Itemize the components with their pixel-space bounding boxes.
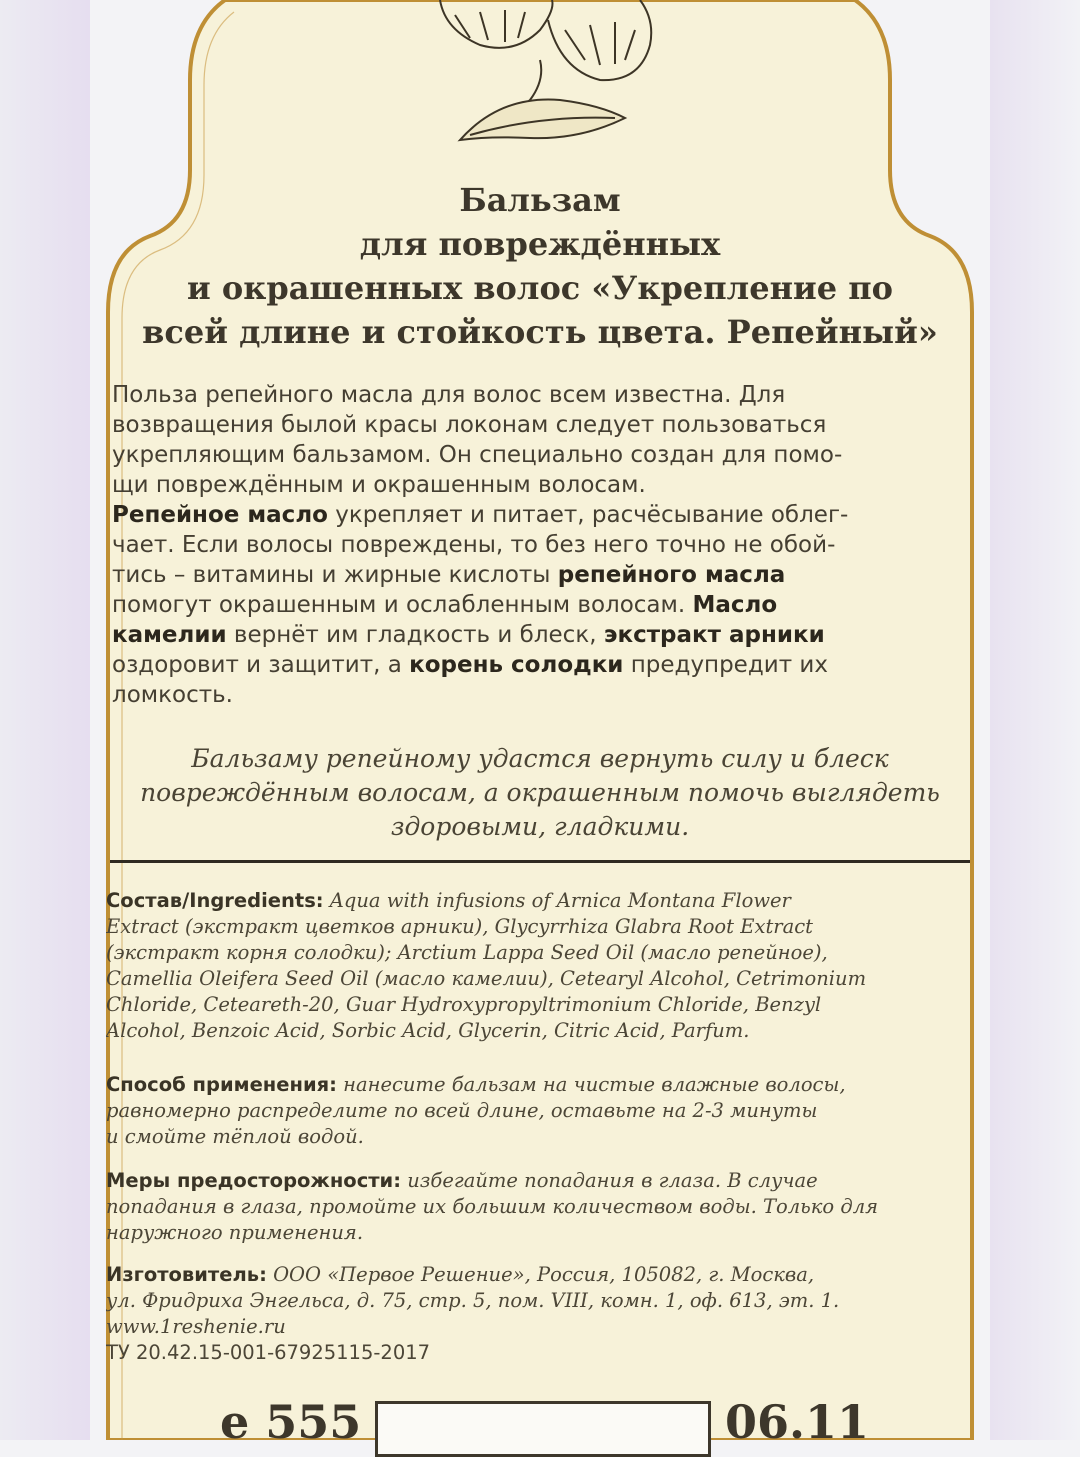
title-line: для повреждённых	[359, 225, 721, 263]
description-line: оздоровит и защитит, а корень солодки предупредит их	[112, 652, 828, 678]
title-line: Бальзам	[459, 181, 621, 219]
description-line: помогут окрашенным и ослабленным волосам. Масло	[112, 592, 778, 618]
manufacturer-section: Изготовитель: ООО «Первое Решение», Россия, 105082, г. Москва, ул. Фридриха Энгельса, д. 75, стр. 5, пом. VIII, комн. 1, оф. 613, эт. 1. www.1reshenie.ru ТУ 20.42.15-001-67925115-2017	[106, 1263, 840, 1364]
product-title	[100, 178, 980, 354]
usage-label: Способ применения:	[106, 1073, 337, 1096]
description-line: ломкость.	[112, 682, 233, 708]
highlight-camellia: камелии	[112, 622, 227, 648]
title-line: всей длине и стойкость цвета. Репейный»	[142, 313, 938, 351]
technical-standard: ТУ 20.42.15-001-67925115-2017	[106, 1341, 431, 1364]
bottom-strip	[100, 1395, 980, 1449]
usage-section: Способ применения: нанесите бальзам на чистые влажные волосы, равномерно распределите по всей длине, оставьте на 2-3 минуты и смойте тёплой водой.	[106, 1073, 846, 1148]
tagline-line: Бальзаму репейному удастся вернуть силу и блеск	[191, 744, 889, 773]
precautions-label: Меры предосторожности:	[106, 1169, 402, 1192]
batch-box	[375, 1401, 711, 1457]
highlight-licorice: корень солодки	[409, 652, 624, 678]
date-code: 06.11	[725, 1395, 870, 1449]
description-line: Польза репейного масла для волос всем известна. Для	[112, 382, 786, 408]
highlight-oil: Масло	[692, 592, 778, 618]
highlight-burdock-oil: Репейное масло	[112, 502, 328, 528]
highlight-arnica: экстракт арники	[603, 622, 825, 648]
ingredients-section: Состав/Ingredients: Aqua with infusions of Arnica Montana Flower Extract (экстракт цветков арники), Glycyrrhiza Glabra Root Extract (экстракт корня солодки); Arctium Lappa Seed Oil (масло репейное), Camellia Oleifera Seed Oil (масло камелии), Cetearyl Alcohol, Cetrimonium Chloride, Ceteareth-20, Guar Hydroxypropyltrimonium Chloride, Benzyl Alcohol, Benzoic Acid, Sorbic Acid, Glycerin, Citric Acid, Parfum.	[106, 889, 867, 1042]
volume-mark: e 555	[220, 1395, 362, 1449]
tagline-line: повреждённым волосам, а окрашенным помочь выглядеть	[140, 778, 940, 807]
description-line: щи повреждённым и окрашенным волосам.	[112, 472, 646, 498]
description-line: Репейное масло укрепляет и питает, расчёсывание облег-	[112, 502, 849, 528]
title-line: и окрашенных волос «Укрепление по	[186, 269, 893, 307]
tagline	[100, 742, 980, 844]
product-description	[112, 380, 978, 710]
description-line: возвращения былой красы локонам следует пользоваться	[112, 412, 827, 438]
precautions-section: Меры предосторожности: избегайте попадания в глаза. В случае попадания в глаза, промойте их большим количеством воды. Только для наружного применения.	[106, 1169, 879, 1244]
description-line: чает. Если волосы повреждены, то без него точно не обой-	[112, 532, 836, 558]
highlight-burdock-oil-2: репейного масла	[557, 562, 786, 588]
tagline-line: здоровыми, гладкими.	[390, 812, 690, 841]
description-line: укрепляющим бальзамом. Он специально создан для помо-	[112, 442, 843, 468]
website-link: www.1reshenie.ru	[106, 1315, 286, 1338]
manufacturer-label: Изготовитель:	[106, 1263, 267, 1286]
label-content	[100, 0, 980, 1449]
description-line: тись – витамины и жирные кислоты репейного масла	[112, 562, 786, 588]
ingredients-label: Состав/Ingredients:	[106, 889, 324, 912]
description-line: камелии вернёт им гладкость и блеск, экстракт арники	[112, 622, 825, 648]
divider	[110, 860, 970, 863]
